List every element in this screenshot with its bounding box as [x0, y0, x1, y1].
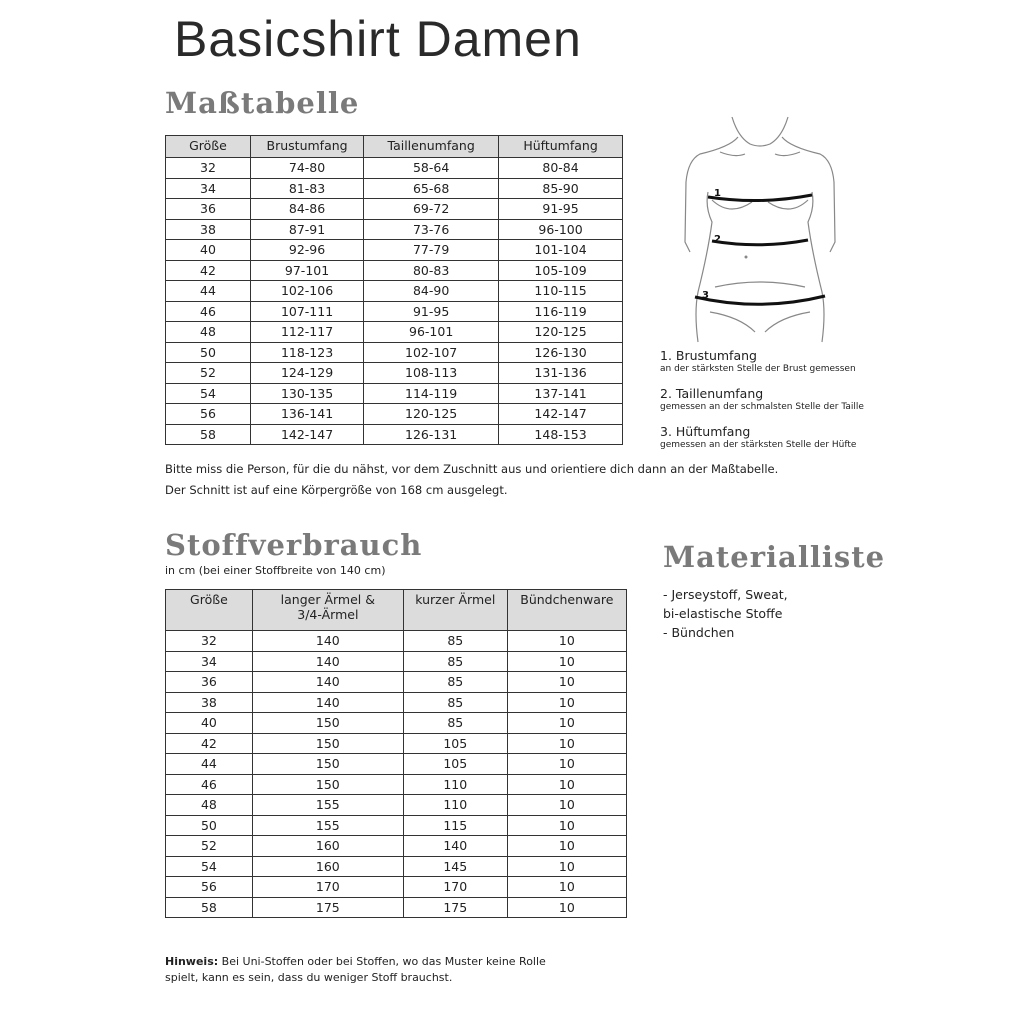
table-cell: 85 — [403, 713, 507, 734]
table-cell: 115 — [403, 815, 507, 836]
table-cell: 110 — [403, 795, 507, 816]
table-cell: 10 — [507, 815, 626, 836]
table-cell: 118-123 — [250, 342, 363, 363]
material-item: - Bündchen — [663, 625, 735, 640]
material-item: - Jerseystoff, Sweat, — [663, 587, 788, 602]
column-header: Bündchenware — [507, 590, 626, 631]
table-cell: 36 — [166, 672, 253, 693]
table-row — [166, 424, 623, 445]
table-cell: 92-96 — [250, 240, 363, 261]
table-cell: 10 — [507, 651, 626, 672]
table-cell: 10 — [507, 733, 626, 754]
table-cell: 10 — [507, 631, 626, 652]
table-cell: 34 — [166, 178, 251, 199]
table-cell: 160 — [252, 856, 403, 877]
size-chart-table — [165, 135, 623, 445]
table-cell: 85 — [403, 692, 507, 713]
table-row — [166, 178, 623, 199]
column-header: Taillenumfang — [364, 136, 499, 158]
table-cell: 105-109 — [499, 260, 623, 281]
table-row — [166, 631, 627, 652]
column-header: Größe — [166, 590, 253, 631]
table-cell: 10 — [507, 672, 626, 693]
table-cell: 84-90 — [364, 281, 499, 302]
table-cell: 10 — [507, 856, 626, 877]
table-row — [166, 856, 627, 877]
legend-desc-3: gemessen an der stärksten Stelle der Hüfte — [660, 440, 857, 450]
table-cell: 150 — [252, 774, 403, 795]
table-cell: 120-125 — [364, 404, 499, 425]
table-row — [166, 158, 623, 179]
materials-list — [663, 585, 788, 642]
table-cell: 110 — [403, 774, 507, 795]
table-cell: 96-100 — [499, 219, 623, 240]
table-row — [166, 342, 623, 363]
measurement-legend — [660, 348, 864, 451]
table-row — [166, 301, 623, 322]
table-cell: 10 — [507, 795, 626, 816]
table-cell: 10 — [507, 836, 626, 857]
table-cell: 36 — [166, 199, 251, 220]
table-cell: 116-119 — [499, 301, 623, 322]
table-cell: 160 — [252, 836, 403, 857]
table-cell: 80-84 — [499, 158, 623, 179]
table-row — [166, 672, 627, 693]
table-cell: 148-153 — [499, 424, 623, 445]
table-cell: 124-129 — [250, 363, 363, 384]
table-row — [166, 383, 623, 404]
table-cell: 96-101 — [364, 322, 499, 343]
column-header: Hüftumfang — [499, 136, 623, 158]
table-row — [166, 404, 623, 425]
table-cell: 114-119 — [364, 383, 499, 404]
fabric-table — [165, 589, 627, 918]
table-cell: 102-106 — [250, 281, 363, 302]
table-row — [166, 897, 627, 918]
hint — [165, 954, 546, 986]
table-row — [166, 836, 627, 857]
table-cell: 97-101 — [250, 260, 363, 281]
table-cell: 107-111 — [250, 301, 363, 322]
table-cell: 175 — [252, 897, 403, 918]
column-header: langer Ärmel & 3/4-Ärmel — [252, 590, 403, 631]
figure-label-2: 2 — [714, 234, 721, 245]
table-cell: 85 — [403, 672, 507, 693]
table-cell: 101-104 — [499, 240, 623, 261]
table-cell: 58 — [166, 897, 253, 918]
table-cell: 42 — [166, 260, 251, 281]
table-cell: 155 — [252, 795, 403, 816]
table-cell: 150 — [252, 733, 403, 754]
table-cell: 44 — [166, 754, 253, 775]
legend-title-1: 1. Brustumfang — [660, 348, 757, 363]
table-row — [166, 754, 627, 775]
table-cell: 77-79 — [364, 240, 499, 261]
table-cell: 38 — [166, 692, 253, 713]
table-cell: 110-115 — [499, 281, 623, 302]
table-cell: 46 — [166, 774, 253, 795]
table-row — [166, 877, 627, 898]
table-cell: 32 — [166, 158, 251, 179]
table-cell: 32 — [166, 631, 253, 652]
table-cell: 80-83 — [364, 260, 499, 281]
table-cell: 91-95 — [499, 199, 623, 220]
table-cell: 150 — [252, 754, 403, 775]
table-cell: 54 — [166, 856, 253, 877]
table-row — [166, 733, 627, 754]
table-cell: 74-80 — [250, 158, 363, 179]
table-cell: 46 — [166, 301, 251, 322]
legend-title-2: 2. Taillenumfang — [660, 386, 764, 401]
table-cell: 81-83 — [250, 178, 363, 199]
table-cell: 170 — [403, 877, 507, 898]
table-cell: 108-113 — [364, 363, 499, 384]
table-cell: 34 — [166, 651, 253, 672]
table-cell: 145 — [403, 856, 507, 877]
column-header: Brustumfang — [250, 136, 363, 158]
table-cell: 10 — [507, 692, 626, 713]
table-cell: 10 — [507, 897, 626, 918]
table-cell: 40 — [166, 713, 253, 734]
legend-desc-1: an der stärksten Stelle der Brust gemessen — [660, 364, 856, 374]
table-cell: 44 — [166, 281, 251, 302]
table-cell: 136-141 — [250, 404, 363, 425]
table-row — [166, 815, 627, 836]
figure-label-3: 3 — [702, 290, 709, 301]
table-cell: 52 — [166, 836, 253, 857]
table-cell: 91-95 — [364, 301, 499, 322]
table-cell: 58 — [166, 424, 251, 445]
table-cell: 87-91 — [250, 219, 363, 240]
table-cell: 50 — [166, 342, 251, 363]
legend-title-3: 3. Hüftumfang — [660, 424, 751, 439]
table-cell: 58-64 — [364, 158, 499, 179]
table-cell: 120-125 — [499, 322, 623, 343]
table-cell: 155 — [252, 815, 403, 836]
size-chart-note: Bitte miss die Person, für die du nähst, vor dem Zuschnitt aus und orientiere dich dann an der Maßtabelle. — [165, 462, 779, 476]
table-cell: 54 — [166, 383, 251, 404]
hint-text-2: spielt, kann es sein, dass du weniger Stoff brauchst. — [165, 971, 453, 984]
table-cell: 85-90 — [499, 178, 623, 199]
table-row — [166, 692, 627, 713]
table-cell: 142-147 — [499, 404, 623, 425]
table-cell: 10 — [507, 774, 626, 795]
table-row — [166, 260, 623, 281]
table-cell: 56 — [166, 877, 253, 898]
table-cell: 140 — [252, 631, 403, 652]
size-chart-heading: Maßtabelle — [165, 86, 360, 120]
table-row — [166, 363, 623, 384]
materials-heading: Materialliste — [663, 540, 886, 574]
figure-label-1: 1 — [714, 188, 721, 199]
table-cell: 137-141 — [499, 383, 623, 404]
table-cell: 65-68 — [364, 178, 499, 199]
table-row — [166, 651, 627, 672]
table-cell: 73-76 — [364, 219, 499, 240]
table-cell: 10 — [507, 877, 626, 898]
table-cell: 105 — [403, 733, 507, 754]
table-cell: 48 — [166, 795, 253, 816]
table-cell: 175 — [403, 897, 507, 918]
table-cell: 85 — [403, 651, 507, 672]
table-cell: 142-147 — [250, 424, 363, 445]
column-header: Größe — [166, 136, 251, 158]
table-cell: 102-107 — [364, 342, 499, 363]
table-cell: 56 — [166, 404, 251, 425]
table-cell: 130-135 — [250, 383, 363, 404]
legend-desc-2: gemessen an der schmalsten Stelle der Taille — [660, 402, 864, 412]
table-cell: 48 — [166, 322, 251, 343]
table-row — [166, 240, 623, 261]
table-cell: 105 — [403, 754, 507, 775]
table-row — [166, 219, 623, 240]
material-item: bi-elastische Stoffe — [663, 606, 783, 621]
table-cell: 10 — [507, 754, 626, 775]
table-cell: 69-72 — [364, 199, 499, 220]
fabric-subtitle: in cm (bei einer Stoffbreite von 140 cm) — [165, 564, 386, 577]
table-row — [166, 281, 623, 302]
table-cell: 131-136 — [499, 363, 623, 384]
table-cell: 50 — [166, 815, 253, 836]
table-cell: 140 — [252, 692, 403, 713]
table-cell: 140 — [252, 672, 403, 693]
table-cell: 40 — [166, 240, 251, 261]
column-header: kurzer Ärmel — [403, 590, 507, 631]
page-title: Basicshirt Damen — [174, 11, 582, 67]
table-cell: 112-117 — [250, 322, 363, 343]
table-row — [166, 795, 627, 816]
table-cell: 140 — [403, 836, 507, 857]
body-height-note: Der Schnitt ist auf eine Körpergröße von 168 cm ausgelegt. — [165, 483, 508, 497]
table-row — [166, 199, 623, 220]
table-row — [166, 713, 627, 734]
fabric-heading: Stoffverbrauch — [165, 528, 423, 562]
hint-label: Hinweis: — [165, 955, 219, 968]
table-cell: 10 — [507, 713, 626, 734]
table-cell: 126-130 — [499, 342, 623, 363]
table-row — [166, 774, 627, 795]
table-cell: 126-131 — [364, 424, 499, 445]
table-cell: 140 — [252, 651, 403, 672]
body-measurement-figure — [660, 112, 860, 347]
table-cell: 84-86 — [250, 199, 363, 220]
table-cell: 150 — [252, 713, 403, 734]
table-cell: 52 — [166, 363, 251, 384]
table-cell: 38 — [166, 219, 251, 240]
table-cell: 85 — [403, 631, 507, 652]
table-cell: 170 — [252, 877, 403, 898]
hint-text-1: Bei Uni-Stoffen oder bei Stoffen, wo das Muster keine Rolle — [218, 955, 546, 968]
table-row — [166, 322, 623, 343]
table-cell: 42 — [166, 733, 253, 754]
